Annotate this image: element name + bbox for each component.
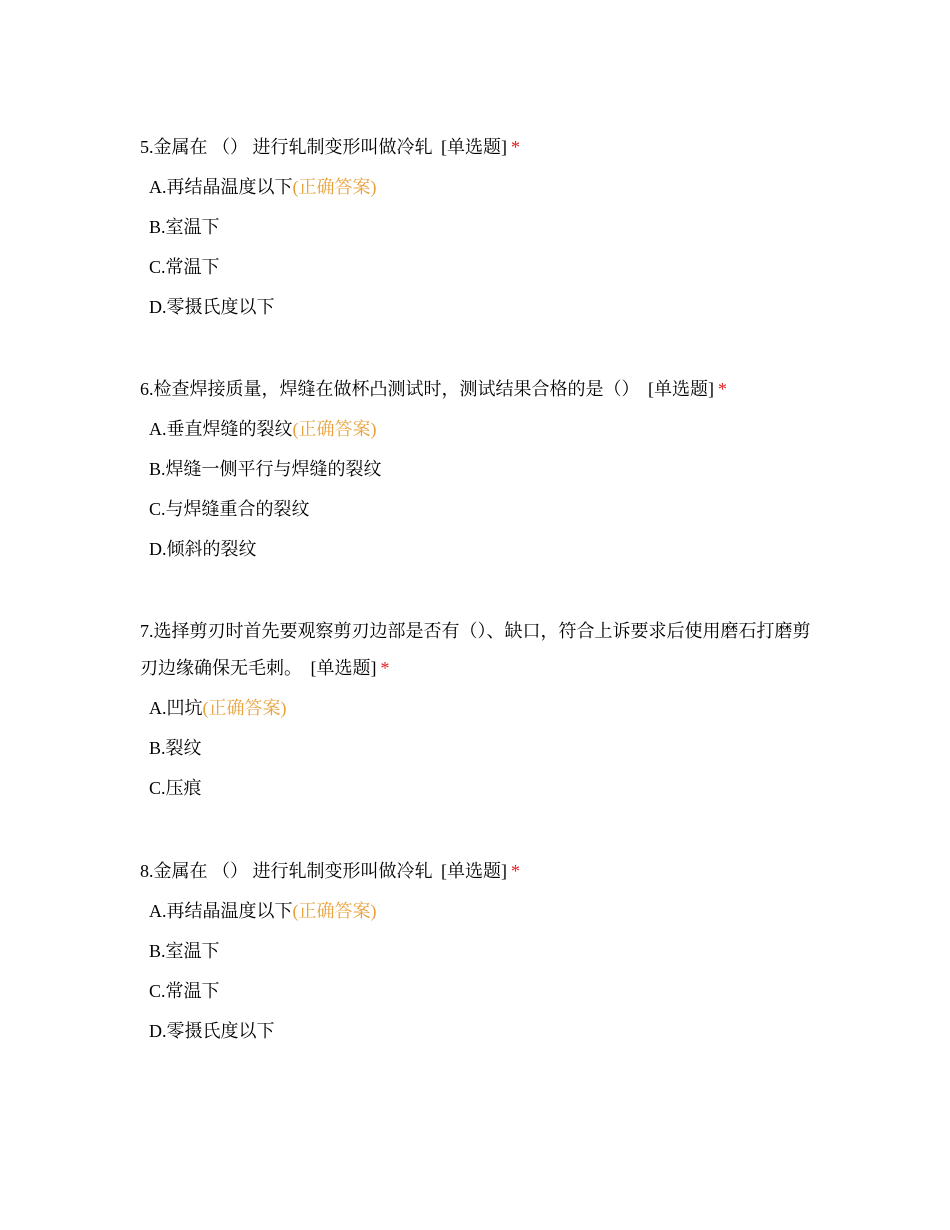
question-title [140, 613, 820, 687]
question-8 [140, 853, 820, 1060]
question-5 [140, 129, 820, 336]
option-list [140, 176, 820, 336]
question-text: 7.选择剪刃时首先要观察剪刃边部是否有（）、缺口，符合上诉要求后使用磨石打磨剪刃边缘确保无毛刺。 [140, 621, 811, 678]
correct-answer-mark: (正确答案) [202, 698, 287, 718]
option-label: B.裂纹 [149, 738, 202, 758]
option-c[interactable] [149, 777, 820, 817]
question-text: 5.金属在 （） 进行轧制变形叫做冷轧 [140, 137, 433, 157]
option-label: B.焊缝一侧平行与焊缝的裂纹 [149, 459, 382, 479]
option-a[interactable] [149, 900, 820, 940]
option-b[interactable] [149, 940, 820, 980]
option-label: C.压痕 [149, 778, 202, 798]
question-title [140, 129, 820, 166]
option-a[interactable] [149, 697, 820, 737]
required-marker: * [511, 137, 520, 157]
option-label: A.再结晶温度以下 [149, 177, 293, 197]
option-d[interactable] [149, 538, 820, 578]
question-type-label: [单选题] [648, 379, 714, 399]
option-d[interactable] [149, 1020, 820, 1060]
option-label: B.室温下 [149, 941, 220, 961]
question-title [140, 371, 820, 408]
option-label: D.零摄氏度以下 [149, 1021, 275, 1041]
option-label: A.垂直焊缝的裂纹 [149, 419, 293, 439]
correct-answer-mark: (正确答案) [292, 901, 377, 921]
question-type-label: [单选题] [441, 861, 507, 881]
option-list [140, 418, 820, 578]
option-label: D.倾斜的裂纹 [149, 539, 257, 559]
question-text: 8.金属在 （） 进行轧制变形叫做冷轧 [140, 861, 433, 881]
option-c[interactable] [149, 498, 820, 538]
option-label: D.零摄氏度以下 [149, 297, 275, 317]
correct-answer-mark: (正确答案) [292, 419, 377, 439]
option-d[interactable] [149, 296, 820, 336]
option-label: A.凹坑 [149, 698, 203, 718]
option-label: C.与焊缝重合的裂纹 [149, 499, 310, 519]
option-c[interactable] [149, 256, 820, 296]
option-a[interactable] [149, 418, 820, 458]
correct-answer-mark: (正确答案) [292, 177, 377, 197]
option-label: A.再结晶温度以下 [149, 901, 293, 921]
option-list [140, 900, 820, 1060]
option-b[interactable] [149, 737, 820, 777]
option-b[interactable] [149, 216, 820, 256]
option-b[interactable] [149, 458, 820, 498]
option-label: C.常温下 [149, 257, 220, 277]
option-label: B.室温下 [149, 217, 220, 237]
option-c[interactable] [149, 980, 820, 1020]
option-list [140, 697, 820, 817]
required-marker: * [511, 861, 520, 881]
question-type-label: [单选题] [310, 658, 377, 678]
required-marker: * [380, 658, 390, 678]
option-label: C.常温下 [149, 981, 220, 1001]
option-a[interactable] [149, 176, 820, 216]
question-type-label: [单选题] [441, 137, 507, 157]
question-text: 6.检查焊接质量，焊缝在做杯凸测试时，测试结果合格的是（） [140, 379, 640, 399]
question-7 [140, 613, 820, 817]
required-marker: * [718, 379, 727, 399]
question-6 [140, 371, 820, 578]
question-title [140, 853, 820, 890]
